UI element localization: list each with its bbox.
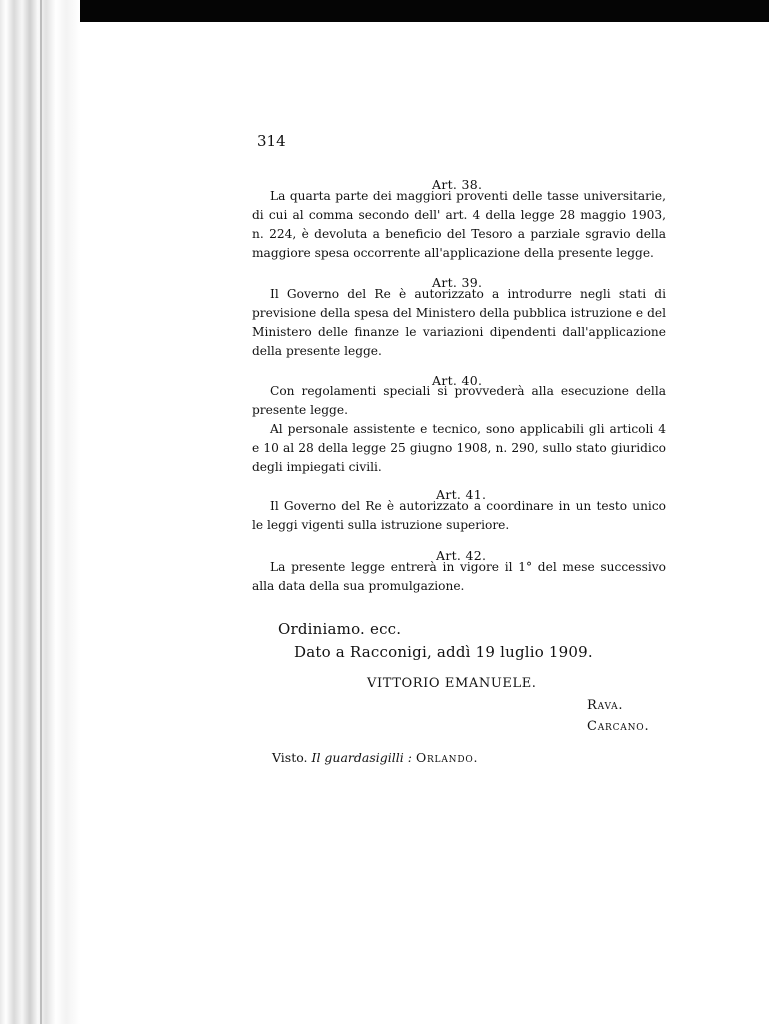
date-place-line: Dato a Racconigi, addì 19 luglio 1909.	[294, 643, 593, 661]
minister-carcano: Carcano.	[587, 719, 650, 734]
article-41-heading: Art. 41.	[436, 487, 487, 502]
minister-rava: Rava.	[587, 698, 624, 713]
page-number: 314	[257, 132, 286, 150]
article-41-text: Il Governo del Re è autorizzato a coordinare in un testo unico le leggi vigenti sulla istruzione superiore.	[252, 499, 666, 532]
visto-line	[272, 750, 478, 765]
king-signature: VITTORIO EMANUELE.	[367, 676, 537, 691]
article-40-text-2: Al personale assistente e tecnico, sono applicabili gli articoli 4 e 10 al 28 della legge 25 giugno 1908, n. 290, sullo stato giuridico degli impiegati civili.	[252, 422, 666, 474]
article-40-heading: Art. 40.	[432, 373, 483, 388]
scan-top-border	[0, 0, 769, 22]
article-39-text: Il Governo del Re è autorizzato a introdurre negli stati di previsione della spesa del Ministero della pubblica istruzione e del Ministero delle finanze le variazioni dipendenti dall'applicazione della presente legge.	[252, 287, 666, 358]
article-38-heading: Art. 38.	[432, 177, 483, 192]
article-42-heading: Art. 42.	[436, 548, 487, 563]
visto-title: Il guardasigilli :	[311, 750, 412, 765]
visto-prefix: Visto.	[272, 750, 308, 765]
article-38-text: La quarta parte dei maggiori proventi delle tasse universitarie, di cui al comma secondo dell' art. 4 della legge 28 maggio 1903, n. 224, è devoluta a beneficio del Tesoro a parziale sgravio della maggiore spesa occorrente all'applicazione della presente legge.	[252, 189, 666, 260]
ordiniamo-line: Ordiniamo. ecc.	[278, 620, 402, 638]
article-39-heading: Art. 39.	[432, 275, 483, 290]
article-42-text: La presente legge entrerà in vigore il 1° del mese successivo alla data della sua promulgazione.	[252, 560, 666, 593]
visto-name: Orlando.	[415, 750, 479, 765]
article-40-text-1: Con regolamenti speciali si provvederà alla esecuzione della presente legge.	[252, 384, 666, 417]
book-binding-edge	[0, 0, 80, 1024]
